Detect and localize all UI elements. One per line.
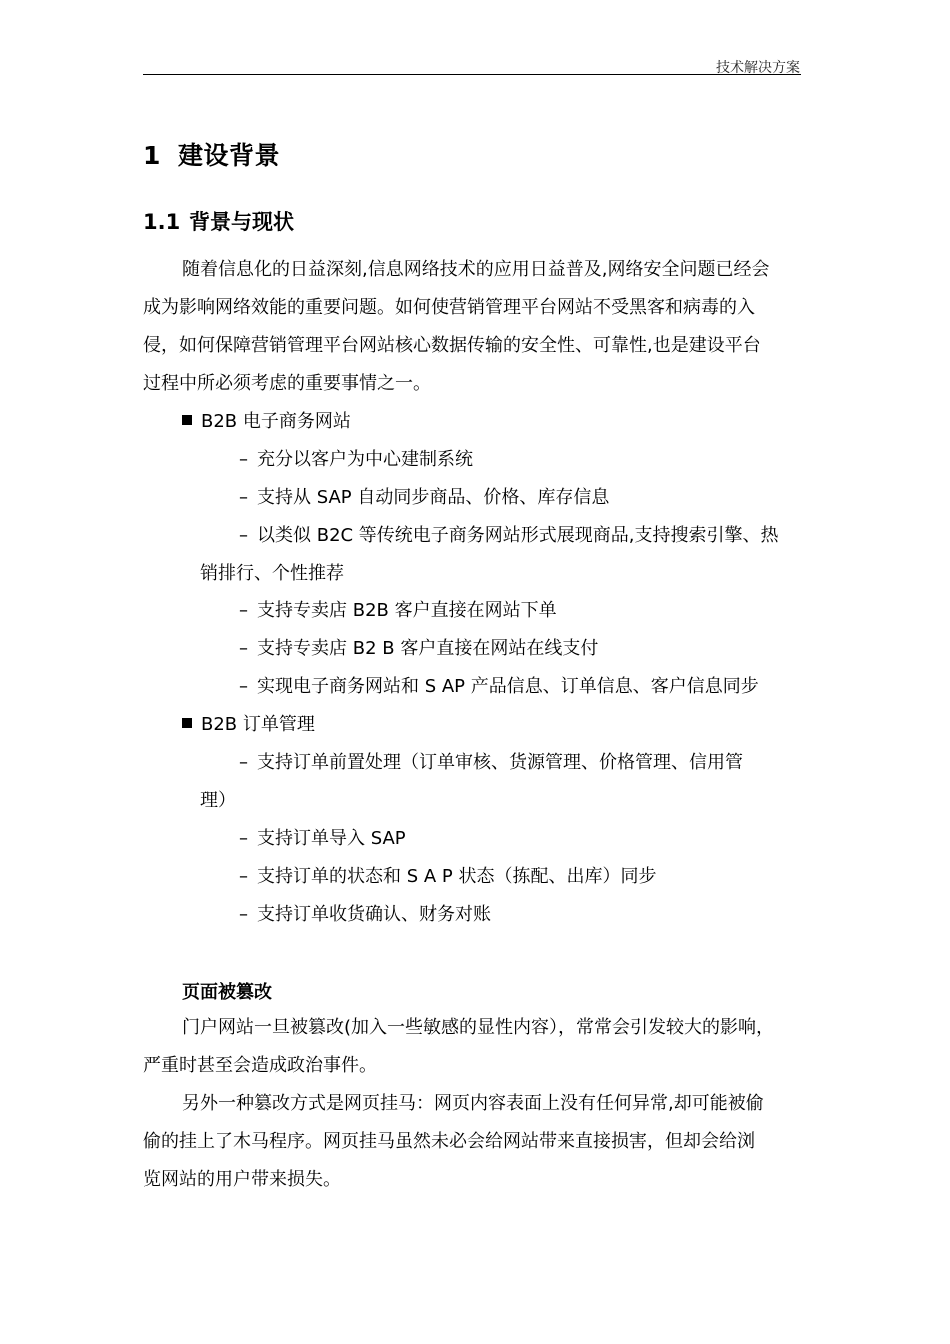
list-item-text: 支持订单收货确认、财务对账 [257,904,491,925]
bullet-b2b-order [182,713,315,737]
page-header-title: 技术解决方案 [716,60,800,76]
intro-line: 随着信息化的日益深刻,信息网络技术的应用日益普及,网络安全问题已经会 [182,259,770,280]
list-item [239,637,598,661]
list-item-text: 支持订单前置处理（订单审核、货源管理、价格管理、信用管 [257,752,743,773]
list-item-text: 实现电子商务网站和 S AP 产品信息、订单信息、客户信息同步 [257,676,759,697]
list-item [239,865,656,889]
bullet-title: B2B 订单管理 [201,714,315,735]
square-bullet-icon [182,415,192,425]
dash-icon: – [239,638,248,659]
list-item [239,903,491,927]
list-item [239,751,743,775]
heading-2-title: 背景与现状 [189,210,294,234]
list-item-text: 支持从 SAP 自动同步商品、价格、库存信息 [257,487,610,508]
list-item-text: 支持订单的状态和 S A P 状态（拣配、出库）同步 [257,866,657,887]
dash-icon: – [239,676,248,697]
dash-icon: – [239,449,248,470]
dash-icon: – [239,828,248,849]
dash-icon: – [239,525,248,546]
list-item-continuation: 销排行、个性推荐 [200,563,344,584]
list-item [239,448,473,472]
square-bullet-icon [182,718,192,728]
heading-2 [143,206,294,236]
heading-1 [143,136,280,172]
list-item-text: 支持专卖店 B2B 客户直接在网站下单 [257,600,557,621]
dash-icon: – [239,752,248,773]
paragraph-line: 门户网站一旦被篡改(加入一些敏感的显性内容），常常会引发较大的影响， [182,1017,775,1038]
list-item [239,599,557,623]
heading-1-number: 1 [143,141,161,170]
dash-icon: – [239,866,248,887]
intro-line: 侵，如何保障营销管理平台网站核心数据传输的安全性、可靠性,也是建设平台 [143,335,761,356]
header-divider [143,74,801,75]
dash-icon: – [239,904,248,925]
paragraph-line: 偷的挂上了木马程序。网页挂马虽然未必会给网站带来直接损害，但却会给浏 [143,1131,755,1152]
bullet-title: B2B 电子商务网站 [201,411,351,432]
dash-icon: – [239,487,248,508]
dash-icon: – [239,600,248,621]
list-item [239,675,759,699]
paragraph-line: 严重时甚至会造成政治事件。 [143,1055,377,1076]
intro-line: 过程中所必须考虑的重要事情之一。 [143,373,431,394]
list-item-text: 支持订单导入 SAP [257,828,406,849]
paragraph-line: 览网站的用户带来损失。 [143,1169,341,1190]
list-item-text: 充分以客户为中心建制系统 [257,449,473,470]
heading-2-number: 1.1 [143,210,181,234]
subheading-tamper: 页面被篡改 [182,982,272,1003]
list-item-continuation: 理） [200,790,236,811]
heading-1-title: 建设背景 [178,141,281,170]
list-item [239,827,406,851]
list-item [239,486,609,510]
list-item-text: 支持专卖店 B2 B 客户直接在网站在线支付 [257,638,599,659]
paragraph-line: 另外一种篡改方式是网页挂马：网页内容表面上没有任何异常,却可能被偷 [182,1093,764,1114]
bullet-b2b-site [182,410,351,434]
list-item [239,524,779,548]
list-item-text: 以类似 B2C 等传统电子商务网站形式展现商品,支持搜索引擎、热 [257,525,779,546]
intro-line: 成为影响网络效能的重要问题。如何使营销管理平台网站不受黑客和病毒的入 [143,297,755,318]
